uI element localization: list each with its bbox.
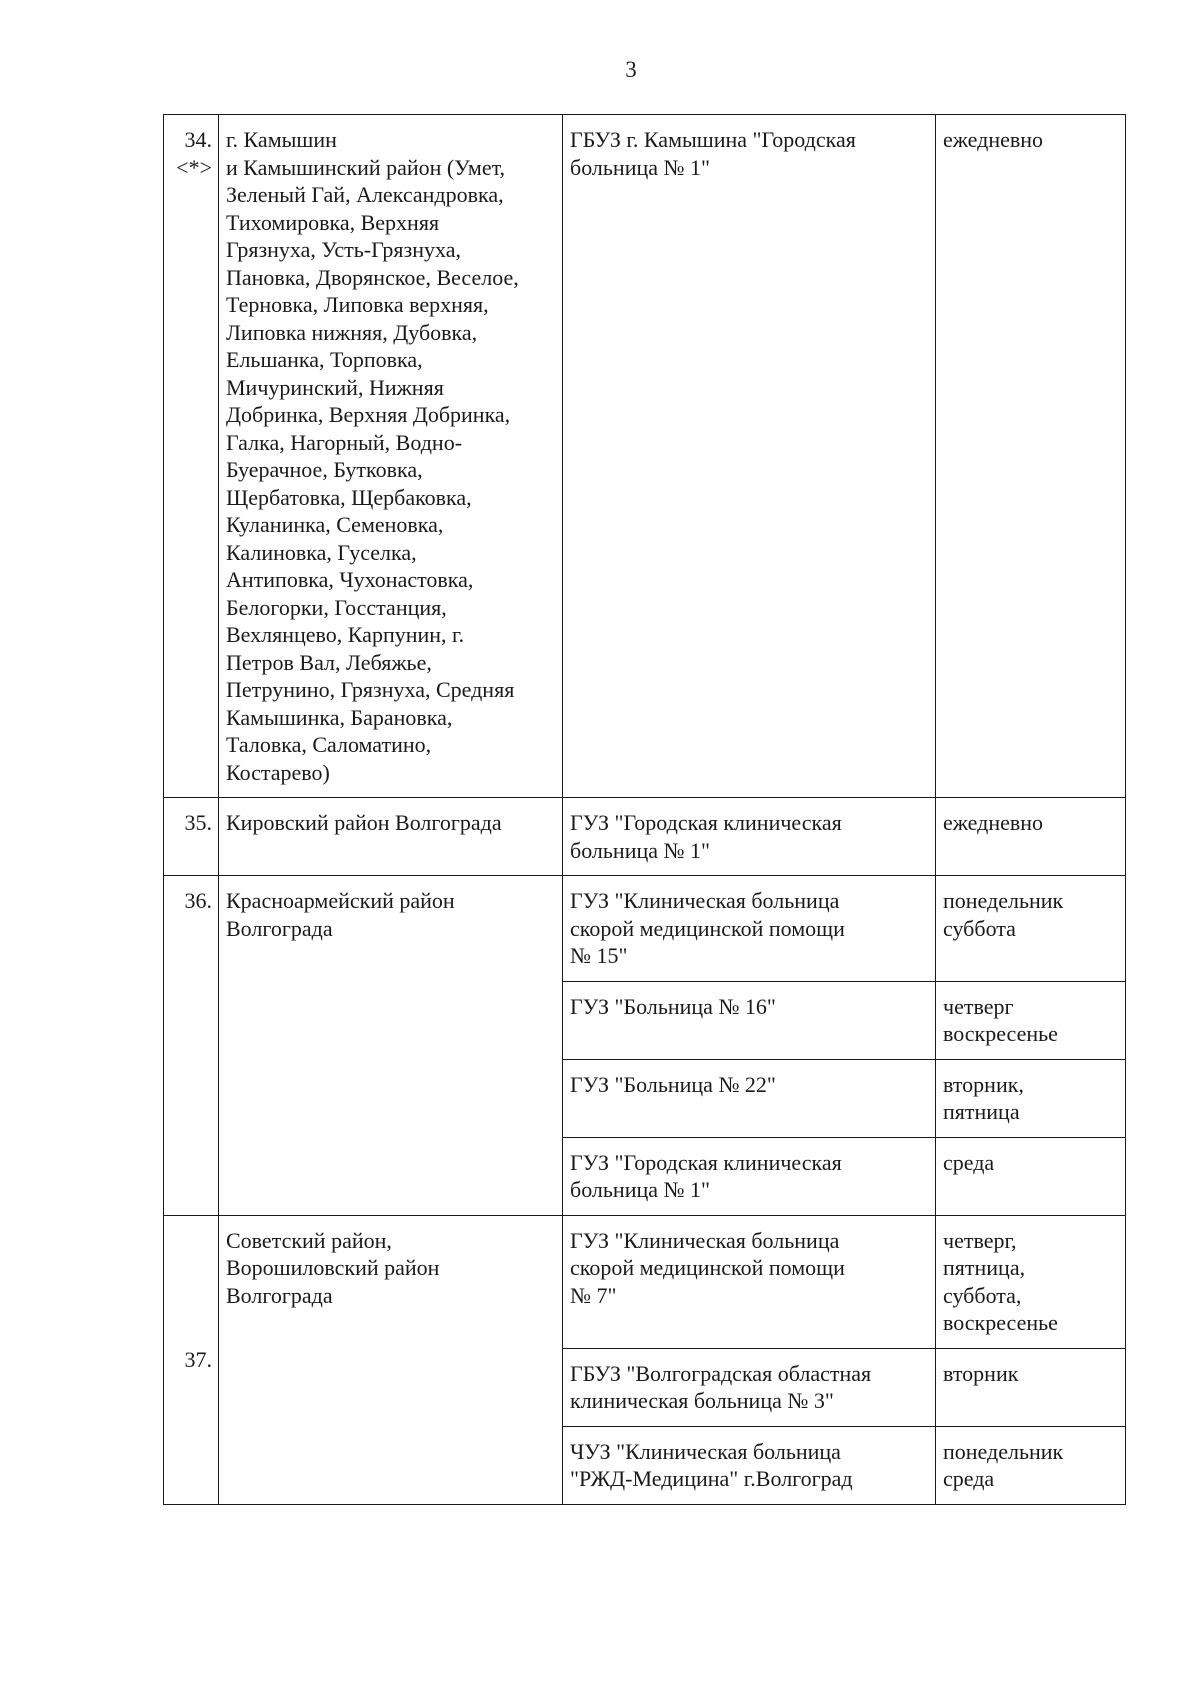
territory-line: Петрунино, Грязнуха, Средняя <box>226 677 515 702</box>
territory-cell <box>219 876 563 1216</box>
table-row <box>164 1215 1126 1348</box>
schedule-day-line: вторник <box>943 1360 1019 1386</box>
territory-line: Костарево) <box>226 759 330 785</box>
territory-line: Терновка, Липовка верхняя, <box>226 292 489 317</box>
schedule-day-line: понедельник <box>943 888 1064 913</box>
facility-name-line: ГУЗ "Клиническая больница <box>570 1227 840 1253</box>
row-number: 37. <box>184 1346 212 1372</box>
facility-cell <box>563 876 936 982</box>
territory-line: Калиновка, Гуселка, <box>226 539 417 565</box>
schedule-days-cell <box>936 1348 1126 1426</box>
territory-line: Антиповка, Чухонастовка, <box>226 567 474 592</box>
schedule-days-cell <box>936 981 1126 1059</box>
territory-line: и Камышинский район (Умет, <box>226 154 506 180</box>
facility-name-line: ГУЗ "Городская клиническая <box>570 810 842 835</box>
facility-name-line: ГУЗ "Больница № 22" <box>570 1071 776 1097</box>
schedule-day-line: суббота <box>943 915 1016 941</box>
schedule-day-line: ежедневно <box>943 127 1044 152</box>
schedule-day-line: воскресенье <box>943 1021 1058 1046</box>
facility-name-line: № 15" <box>570 943 628 968</box>
territory-line: Куланинка, Семеновка, <box>226 512 444 537</box>
territory-line: Тихомировка, Верхняя <box>226 209 440 235</box>
row-number: 36. <box>184 888 212 913</box>
territory-line: Ворошиловский район <box>226 1255 440 1280</box>
row-number-cell <box>164 798 219 876</box>
facility-cell <box>563 1348 936 1426</box>
facility-cell <box>563 1137 936 1215</box>
schedule-day-line: ежедневно <box>943 810 1044 835</box>
facility-name-line: скорой медицинской помощи <box>570 915 845 941</box>
schedule-day-line: пятница <box>943 1099 1020 1124</box>
territory-line: Щербатовка, Щербаковка, <box>226 484 472 510</box>
facility-name-line: ГУЗ "Клиническая больница <box>570 888 840 913</box>
territory-line: Грязнуха, Усть-Грязнуха, <box>226 237 461 262</box>
territory-line: Зеленый Гай, Александровка, <box>226 182 504 207</box>
territory-line: Таловка, Саломатино, <box>226 732 432 757</box>
schedule-days-cell <box>936 1137 1126 1215</box>
facility-name-line: больница № 1" <box>570 154 710 180</box>
facility-cell <box>563 115 936 798</box>
table-row <box>164 798 1126 876</box>
territory-line: Петров Вал, Лебяжье, <box>226 649 432 675</box>
facility-name-line: клиническая больница № 3" <box>570 1388 834 1413</box>
territory-line: г. Камышин <box>226 127 337 152</box>
schedule-days-cell <box>936 876 1126 982</box>
schedule-day-line: четверг <box>943 993 1014 1019</box>
schedule-day-line: суббота, <box>943 1282 1022 1308</box>
facility-name-line: больница № 1" <box>570 837 710 863</box>
territory-line: Кировский район Волгограда <box>226 810 502 835</box>
schedule-days-cell <box>936 115 1126 798</box>
facility-cell <box>563 1215 936 1348</box>
row-number-cell <box>164 115 219 798</box>
facility-name-line: скорой медицинской помощи <box>570 1255 845 1280</box>
territory-line: Добринка, Верхняя Добринка, <box>226 402 511 427</box>
schedule-day-line: пятница, <box>943 1255 1026 1280</box>
territory-line: Пановка, Дворянское, Веселое, <box>226 264 519 290</box>
schedule-days-cell <box>936 1059 1126 1137</box>
schedule-day-line: воскресенье <box>943 1310 1058 1335</box>
territory-line: Буерачное, Бутковка, <box>226 457 423 482</box>
facility-name-line: больница № 1" <box>570 1177 710 1202</box>
facility-name-line: ГУЗ "Городская клиническая <box>570 1149 842 1175</box>
territory-cell <box>219 1215 563 1504</box>
facility-name-line: "РЖД-Медицина" г.Волгоград <box>570 1466 853 1491</box>
schedule-days-cell <box>936 1426 1126 1504</box>
territory-cell <box>219 115 563 798</box>
facility-name-line: ГБУЗ "Волгоградская областная <box>570 1360 872 1386</box>
territory-line: Галка, Нагорный, Водно- <box>226 429 463 455</box>
schedule-days-cell <box>936 1215 1126 1348</box>
schedule-table <box>163 114 1126 1505</box>
table-row <box>164 876 1126 982</box>
facility-name-line: ГБУЗ г. Камышина "Городская <box>570 127 856 152</box>
territory-line: Мичуринский, Нижняя <box>226 374 444 400</box>
schedule-day-line: среда <box>943 1466 995 1491</box>
territory-cell <box>219 798 563 876</box>
page-number: 3 <box>625 57 637 82</box>
schedule-day-line: понедельник <box>943 1438 1064 1464</box>
facility-name-line: № 7" <box>570 1282 617 1308</box>
facility-cell <box>563 798 936 876</box>
row-number-note: <*> <box>176 154 212 180</box>
row-number-cell <box>164 876 219 1216</box>
row-number: 34. <box>184 127 212 152</box>
territory-line: Ельшанка, Торповка, <box>226 347 423 372</box>
territory-line: Красноармейский район <box>226 888 455 913</box>
facility-cell <box>563 1059 936 1137</box>
territory-line: Белогорки, Госстанция, <box>226 594 447 620</box>
facility-name-line: ЧУЗ "Клиническая больница <box>570 1438 841 1464</box>
territory-line: Камышинка, Барановка, <box>226 704 453 730</box>
schedule-table-body <box>164 115 1126 1505</box>
territory-line: Волгограда <box>226 1282 333 1308</box>
schedule-day-line: среда <box>943 1149 995 1175</box>
territory-line: Вехлянцево, Карпунин, г. <box>226 622 465 647</box>
territory-line: Советский район, <box>226 1227 392 1253</box>
facility-cell <box>563 1426 936 1504</box>
row-number: 35. <box>184 810 212 835</box>
schedule-day-line: вторник, <box>943 1071 1024 1097</box>
row-number-cell <box>164 1215 219 1504</box>
territory-line: Липовка нижняя, Дубовка, <box>226 319 478 345</box>
territory-line: Волгограда <box>226 915 333 941</box>
table-row <box>164 115 1126 798</box>
facility-name-line: ГУЗ "Больница № 16" <box>570 993 776 1019</box>
schedule-days-cell <box>936 798 1126 876</box>
schedule-day-line: четверг, <box>943 1227 1017 1253</box>
facility-cell <box>563 981 936 1059</box>
